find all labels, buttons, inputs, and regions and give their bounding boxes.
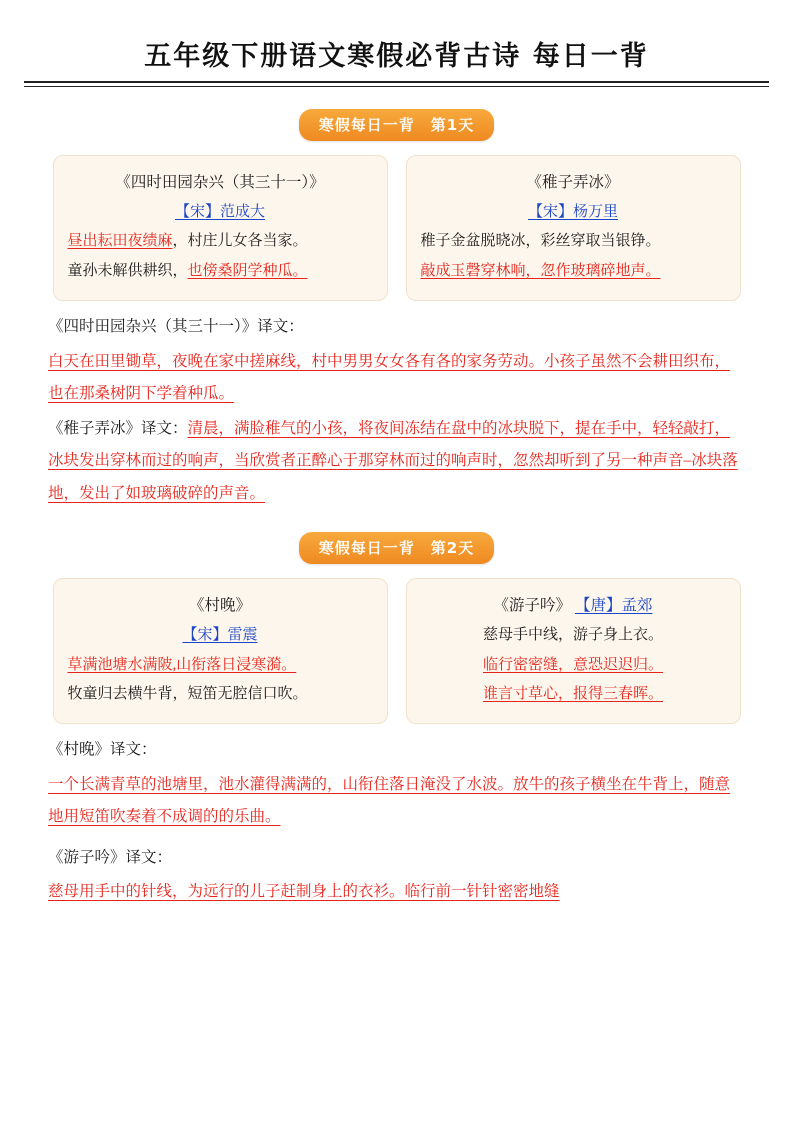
poem-author: 【宋】杨万里	[527, 204, 618, 221]
day-banner-1	[0, 109, 793, 141]
banner-inner	[299, 109, 494, 141]
banner-day-number: 第2天	[430, 539, 475, 558]
poem-title: 《村晚》	[188, 597, 251, 615]
translation-block-day-2	[0, 734, 793, 909]
poem-author: 【唐】孟郊	[574, 597, 653, 615]
poem-line: 稚子金盆脱晓冰，彩丝穿取当银铮。	[420, 233, 661, 250]
page-title: 五年级下册语文寒假必背古诗 每日一背	[144, 41, 649, 72]
translation-label: 《游子吟》译文：	[48, 848, 173, 866]
poem-title: 《四时田园杂兴（其三十一）》	[115, 174, 325, 191]
poem-card	[53, 578, 388, 724]
poem-card	[53, 155, 388, 301]
title-divider	[24, 81, 769, 83]
translation-label-inline: 《稚子弄冰》译文：清晨，满脸稚气的小孩，将夜间冻结在盘中的冰块脱下，提在手中，轻轻敲打，冰块发出穿林而过的响声，当欣赏者正醉心于那穿林而过的响声时，忽然却听到了另一种声音–冰块落地，发出了如玻璃破碎的声音。	[48, 419, 738, 502]
banner-label: 寒假每日一背	[318, 539, 415, 558]
banner-label: 寒假每日一背	[318, 116, 415, 134]
translation-label: 《四时田园杂兴（其三十一）》译文：	[48, 317, 304, 335]
translation-body: 一个长满青草的池塘里，池水灌得满满的，山衔住落日淹没了水波。放牛的孩子横坐在牛背上，随意地用短笛吹奏着不成调的的乐曲。	[48, 775, 731, 826]
poem-title: 《游子吟》	[493, 597, 572, 615]
poem-author: 【宋】范成大	[174, 204, 265, 221]
title-divider-secondary	[24, 86, 769, 87]
poem-line: 牧童归去横牛背，短笛无腔信口吹。	[67, 685, 308, 702]
banner-day-number: 第1天	[430, 116, 475, 134]
poem-author: 【宋】雷震	[182, 627, 258, 644]
poem-line: 慈母手中线，游子身上衣。	[482, 627, 663, 644]
poem-line-segment-red: 临行密密缝，意恐迟迟归。	[482, 656, 663, 673]
poem-line	[421, 651, 726, 680]
poem-cards-day-2	[0, 578, 793, 724]
poem-line-segment-black: ，村庄儿女各当家。	[172, 233, 308, 250]
poem-line	[68, 651, 373, 680]
poem-line	[68, 257, 373, 286]
poem-line-segment-red: 谁言寸草心，报得三春晖。	[482, 685, 663, 702]
translation-label: 《村晚》译文：	[48, 741, 157, 759]
poem-line-segment-red: 草满池塘水满陂,山衔落日浸寒漪。	[67, 656, 297, 673]
day-banner-2	[0, 532, 793, 564]
translation-block-day-1	[0, 311, 793, 510]
poem-line-segment-red: 昼出耘田夜绩麻	[67, 233, 173, 250]
poem-cards-day-1	[0, 155, 793, 301]
poem-card	[406, 155, 741, 301]
poem-line-segment-red: 也傍桑阴学种瓜。	[187, 262, 308, 279]
poem-title: 《稚子弄冰》	[526, 174, 620, 191]
poem-line	[68, 227, 373, 256]
translation-body: 慈母用手中的针线，为远行的儿子赶制身上的衣衫。临行前一针针密密地缝	[48, 883, 560, 901]
title-section	[0, 0, 793, 81]
poem-line	[421, 257, 726, 286]
poem-line-segment-red: 敲成玉磬穿林响，忽作玻璃碎地声。	[420, 262, 661, 279]
poem-line	[421, 680, 726, 709]
translation-body: 白天在田里锄草，夜晚在家中搓麻线，村中男男女女各有各的家务劳动。小孩子虽然不会耕田织布，也在那桑树阴下学着种瓜。	[48, 352, 731, 403]
poem-card	[406, 578, 741, 724]
poem-title-row	[421, 591, 726, 621]
banner-inner	[299, 532, 494, 564]
poem-line-segment-black: 童孙未解供耕织，	[67, 262, 188, 279]
